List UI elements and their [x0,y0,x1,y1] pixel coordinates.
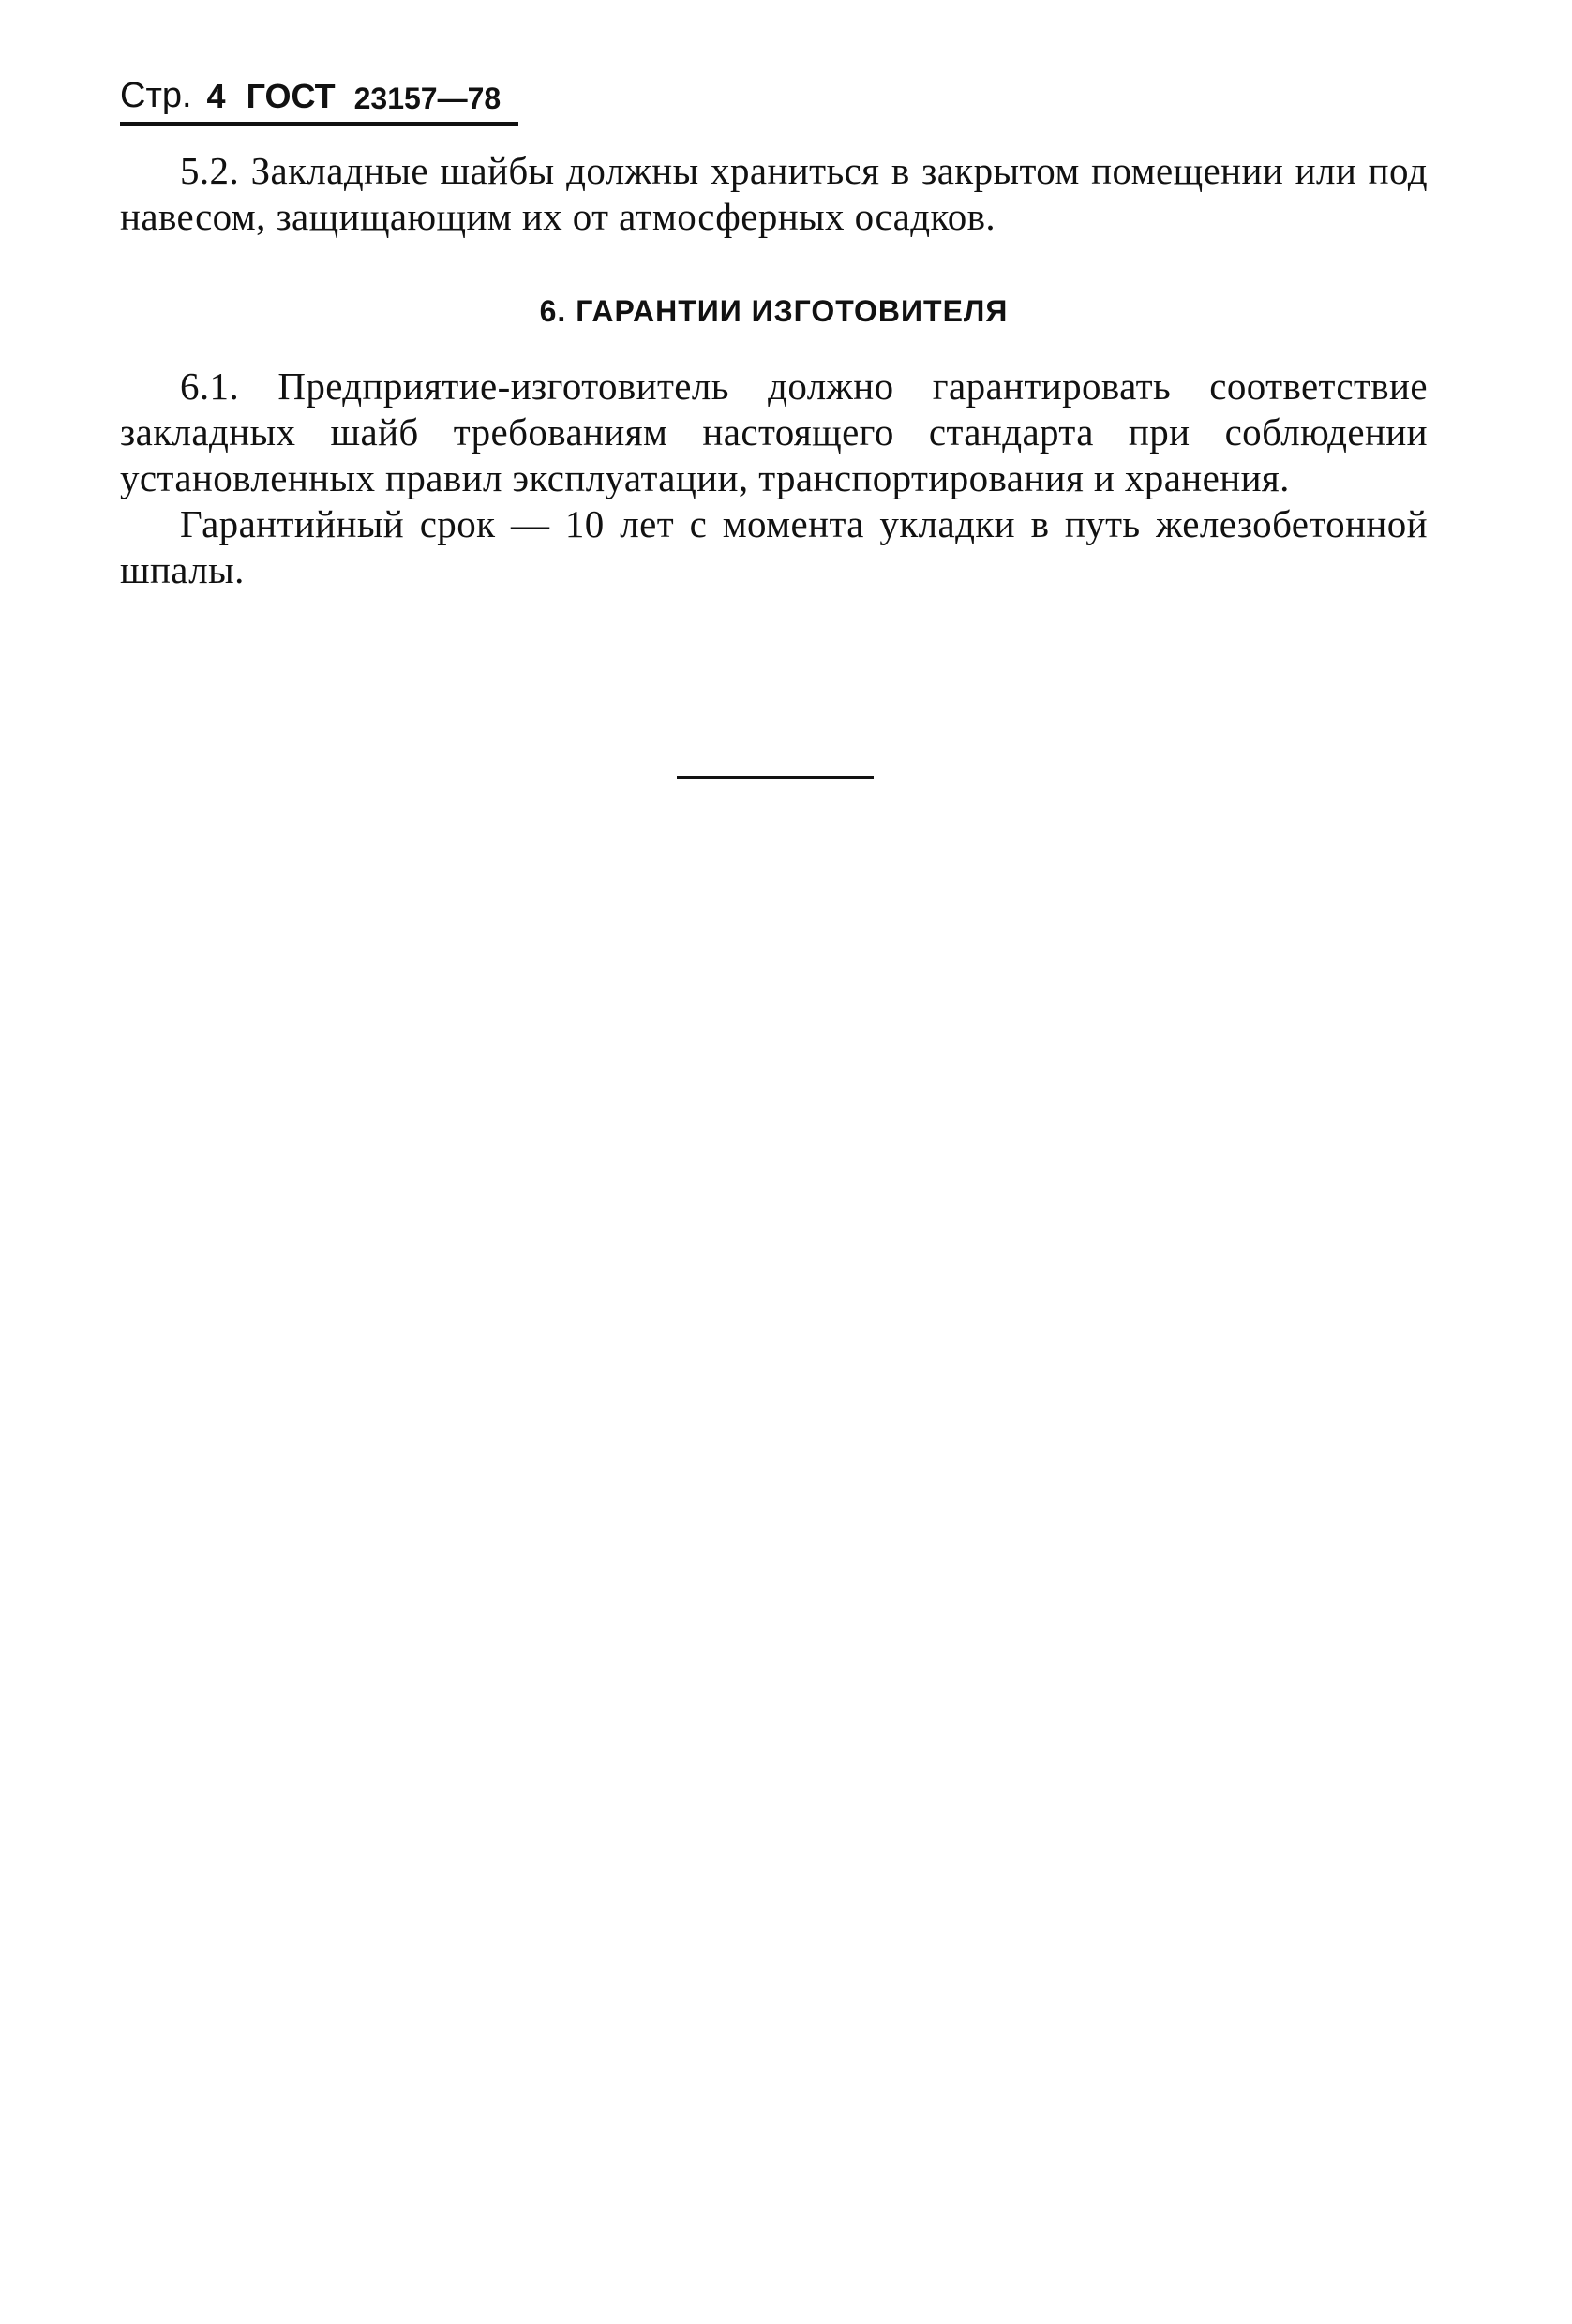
section-title-6: 6. ГАРАНТИИ ИЗГОТОВИТЕЛЯ [539,294,1009,328]
paragraph-5-2: 5.2. Закладные шайбы должны храниться в закрытом помещении или под навесом, защищающим их от атмосферных осадков. [120,149,1428,238]
standard-label: ГОСТ [246,77,336,115]
end-divider [677,776,874,779]
page-prefix: Стр. [120,76,192,115]
page-number: 4 [206,77,226,115]
standard-code: 23157—78 [353,82,502,115]
page-header [120,66,518,126]
paragraph-warranty: Гарантийный срок — 10 лет с момента укладки в путь железобетонной шпалы. [120,502,1428,591]
document-body [120,148,1428,593]
paragraph-6-1: 6.1. Предприятие-изготовитель должно гарантировать соответствие закладных шайб требованиям настоящего стандарта при соблюдении установленных правил эксплуатации, транспортирования и хранения. [120,365,1428,499]
